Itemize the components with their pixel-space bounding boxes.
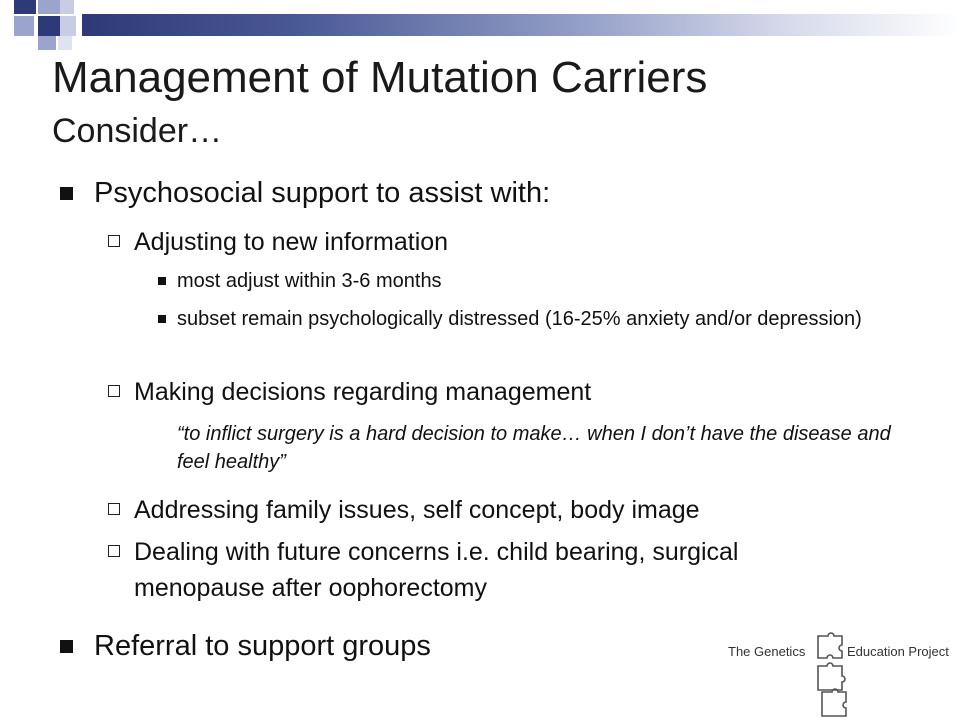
decor-square — [38, 36, 56, 50]
sub-bullet-item — [108, 494, 908, 526]
sub-sub-bullet-text: subset remain psychologically distressed (16-25% anxiety and/or depression) — [177, 308, 862, 330]
sub-bullet-text: Adjusting to new information — [134, 228, 449, 256]
decor-square — [60, 16, 76, 36]
decor-square — [14, 16, 34, 36]
genetics-education-project-logo — [728, 632, 960, 720]
decor-square — [58, 36, 72, 50]
slide-subtitle: Consider… — [52, 112, 223, 150]
quote-text: “to inflict surgery is a hard decision to make… when I don’t have the disease and feel healthy” — [177, 423, 891, 473]
sub-bullet-item — [108, 536, 908, 606]
square-bullet-icon — [158, 315, 166, 323]
square-bullet-icon — [158, 277, 166, 285]
slide-title: Management of Mutation Carriers — [52, 53, 708, 102]
hollow-square-bullet-icon — [108, 235, 120, 247]
decor-square — [38, 0, 60, 14]
sub-bullet-item — [108, 226, 908, 258]
sub-bullet-text: Addressing family issues, self concept, body image — [134, 496, 700, 524]
square-bullet-icon — [60, 187, 73, 200]
header-gradient-bar — [82, 14, 960, 36]
sub-bullet-item — [108, 376, 908, 408]
hollow-square-bullet-icon — [108, 545, 120, 557]
sub-bullet-text: Making decisions regarding management — [134, 378, 592, 406]
bullet-item — [60, 628, 660, 664]
decor-square — [38, 16, 60, 36]
sub-sub-bullet-text: most adjust within 3-6 months — [177, 270, 442, 292]
decor-square — [14, 0, 36, 14]
puzzle-pieces-icon — [814, 632, 848, 720]
square-bullet-icon — [60, 640, 73, 653]
sub-sub-bullet-item — [158, 306, 918, 360]
sub-bullet-text: Dealing with future concerns i.e. child bearing, surgical menopause after oophorectomy — [134, 538, 739, 602]
bullet-item — [60, 175, 920, 211]
logo-text-left: The Genetics — [728, 644, 806, 659]
hollow-square-bullet-icon — [108, 503, 120, 515]
hollow-square-bullet-icon — [108, 385, 120, 397]
bullet-text: Psychosocial support to assist with: — [94, 177, 551, 209]
decor-square — [60, 0, 74, 14]
logo-text-right: Education Project — [847, 644, 949, 659]
bullet-text: Referral to support groups — [94, 630, 431, 662]
sub-sub-bullet-item — [158, 268, 918, 295]
